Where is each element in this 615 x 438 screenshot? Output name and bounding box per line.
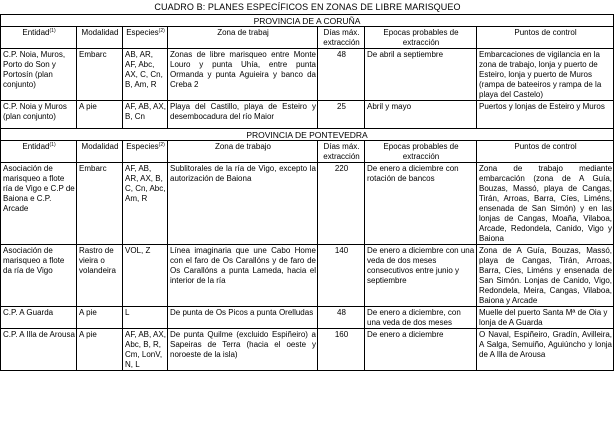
cell-entidad: Asociación de marisqueo a flote da ría de Vigo (1, 245, 77, 307)
cell-especies: L (123, 307, 168, 329)
cell-puntos: Puertos y lonjas de Esteiro y Muros (477, 101, 614, 129)
cell-modalidad: A pie (77, 307, 123, 329)
province-row (1, 129, 614, 141)
cell-modalidad: Embarc (77, 49, 123, 101)
cell-entidad: Asociación de marisqueo a flote ría de Vigo e C.P de Baiona e C.P. Arcade (1, 163, 77, 245)
header-dias: Días máx. extracción (318, 141, 365, 163)
table-row (1, 245, 614, 307)
table-row (1, 49, 614, 101)
province-row (1, 15, 614, 27)
cell-puntos: O Naval, Espiñeiro, Gradín, Avilleira, A Salga, Semuiño, Aguiúncho y lonja de A Illa de Arousa (477, 329, 614, 371)
province-name: PROVINCIA DE A CORUÑA (1, 15, 614, 27)
header-epocas: Epocas probables de extracción (365, 27, 477, 49)
cell-entidad: C.P. Noia, Muros, Porto do Son y Portosín (plan conjunto) (1, 49, 77, 101)
document-title: CUADRO B: PLANES ESPECÍFICOS EN ZONAS DE LIBRE MARISQUEO (154, 2, 461, 12)
cell-especies: AF, AB, AX, Abc, B, R, Cm, LonV, N, L (123, 329, 168, 371)
cell-puntos: Zona de A Guía, Bouzas, Massó, playa de Cangas, Tirán, Arroas, Barra, Cíes, Liméns y ensenada de San Simón. Lonjas de Canido, Vigo, Redondela, Meira, Cangas, Vilaboa, Baiona y Arcade (477, 245, 614, 307)
cell-especies: AB, AR, AF, Abc, AX, C, Cn, B, Am, R (123, 49, 168, 101)
cell-puntos: Muelle del puerto Santa Mª de Oia y lonja de A Guarda (477, 307, 614, 329)
cell-dias: 140 (318, 245, 365, 307)
header-puntos: Puntos de control (477, 27, 614, 49)
header-especies: Especies$^{(2)}$ (123, 27, 168, 49)
table-row (1, 163, 614, 245)
table-row (1, 329, 614, 371)
cell-zona: Zonas de libre marisqueo entre Monte Louro y punta Uhía, entre punta Ormanda y punta Aguieira y banco da Creba 2 (168, 49, 318, 101)
cell-modalidad: Rastro de vieira o volandeira (77, 245, 123, 307)
header-puntos: Puntos de control (477, 141, 614, 163)
cell-especies: AF, AB, AX, B, Cn (123, 101, 168, 129)
plans-table (0, 14, 614, 371)
cell-zona: De punta de Os Picos a punta Orelludas (168, 307, 318, 329)
cell-dias: 48 (318, 49, 365, 101)
header-zona: Zona de trabajo (168, 141, 318, 163)
header-modalidad: Modalidad (77, 27, 123, 49)
cell-zona: Línea imaginaria que une Cabo Home con el faro de Os Carallóns y de faro de Os Carallóns a punta Lameda, hacia el interior de la ría (168, 245, 318, 307)
header-epocas: Epocas probables de extracción (365, 141, 477, 163)
header-entidad: Entidad$^{(1)}$ (1, 27, 77, 49)
cell-dias: 25 (318, 101, 365, 129)
cell-entidad: C.P. A Illa de Arousa (1, 329, 77, 371)
cell-modalidad: Embarc (77, 163, 123, 245)
cell-entidad: C.P. A Guarda (1, 307, 77, 329)
cell-zona: Playa del Castillo, playa de Esteiro y desembocadura del río Maior (168, 101, 318, 129)
header-entidad: Entidad$^{(1)}$ (1, 141, 77, 163)
cell-epocas: De abril a septiembre (365, 49, 477, 101)
province-name: PROVINCIA DE PONTEVEDRA (1, 129, 614, 141)
cell-epocas: Abril y mayo (365, 101, 477, 129)
table-row (1, 101, 614, 129)
cell-puntos: Embarcaciones de vigilancia en la zona de trabajo, lonja y puerto de Esteiro, lonja y puerto de Muros (rampa de bateeiros y rampa de la playa del Castelo) (477, 49, 614, 101)
table-row (1, 307, 614, 329)
cell-especies: AF, AB, AR, AX, B, C, Cn, Abc, Am, R (123, 163, 168, 245)
header-row (1, 27, 614, 49)
cell-dias: 220 (318, 163, 365, 245)
cell-puntos: Zona de trabajo mediante embarcación (zona de A Guía, Bouzas, Massó, playa de Cangas, Tirán, Arroas, Barra, Cíes, Liméns, ensenada de San Simón) y en las lonjas de Cangas, Moaña, Vilaboa, Arcade, Redondela, Canido, Vigo y Baiona (477, 163, 614, 245)
cell-epocas: De enero a diciembre, con una veda de dos meses (365, 307, 477, 329)
cell-modalidad: A pie (77, 329, 123, 371)
header-row (1, 141, 614, 163)
cell-epocas: De enero a diciembre (365, 329, 477, 371)
cell-entidad: C.P. Noia y Muros (plan conjunto) (1, 101, 77, 129)
cell-dias: 48 (318, 307, 365, 329)
cell-epocas: De enero a diciembre con rotación de bancos (365, 163, 477, 245)
header-dias: Días máx. extracción (318, 27, 365, 49)
cell-dias: 160 (318, 329, 365, 371)
cell-modalidad: A pie (77, 101, 123, 129)
cell-zona: Sublitorales de la ría de Vigo, excepto la autorización de Baiona (168, 163, 318, 245)
header-zona: Zona de trabaj (168, 27, 318, 49)
header-modalidad: Modalidad (77, 141, 123, 163)
cell-epocas: De enero a diciembre con una veda de dos meses consecutivos entre junio y septiembre (365, 245, 477, 307)
header-especies: Especies$^{(2)}$ (123, 141, 168, 163)
cell-especies: VOL, Z (123, 245, 168, 307)
cell-zona: De punta Quilme (excluido Espiñeiro) a Sapeiras de Terra (hacia el oeste y noroeste de la isla) (168, 329, 318, 371)
